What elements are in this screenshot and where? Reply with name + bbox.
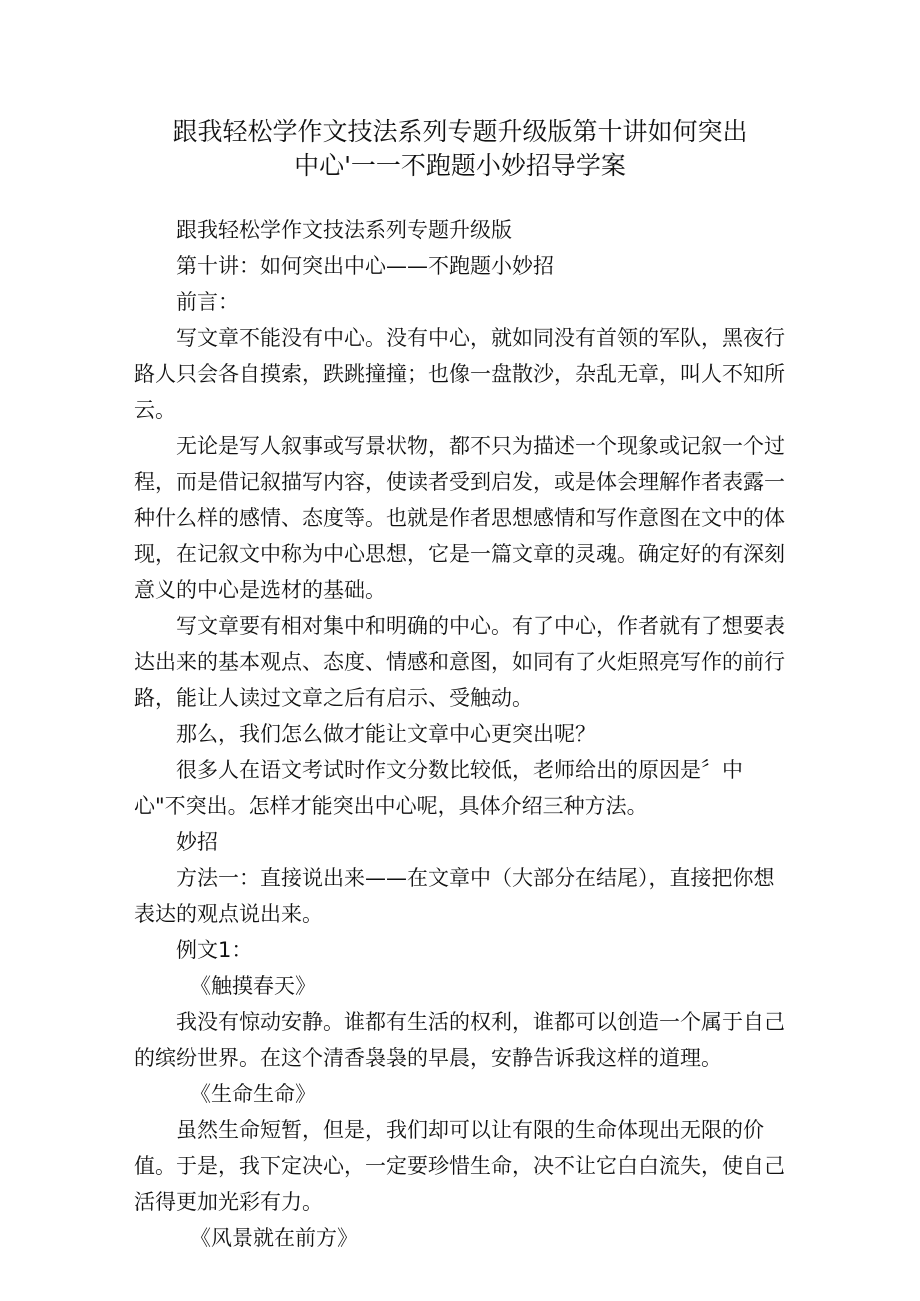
paragraph: 很多人在语文考试时作文分数比较低，老师给出的原因是〞中心"不突出。怎样才能突出中心呢，具体介绍三种方法。	[134, 758, 743, 818]
paragraph: 无论是写人叙事或写景状物，都不只为描述一个现象或记叙一个过程，而是借记叙描写内容，使读者受到启发，或是体会理解作者表露一种什么样的感情、态度等。也就是作者思想感情和写作意图在文中的体现，在记叙文中称为中心思想，它是一篇文章的灵魂。确定好的有深刻意义的中心是选材的基础。	[134, 434, 785, 602]
document-title-line-2: 中心'一一不跑题小妙招导学案	[294, 151, 626, 180]
tips-heading: 妙招	[176, 830, 218, 854]
paragraph: 写文章不能没有中心。没有中心，就如同没有首领的军队，黑夜行路人只会各自摸索，跌跳撞撞；也像一盘散沙，杂乱无章，叫人不知所云。	[134, 326, 785, 422]
paragraph: 写文章要有相对集中和明确的中心。有了中心，作者就有了想要表达出来的基本观点、态度、情感和意图，如同有了火炬照亮写作的前行路，能让人读过文章之后有启示、受触动。	[134, 614, 785, 710]
method-one: 方法一：直接说出来——在文章中（大部分在结尾），直接把你想表达的观点说出来。	[134, 866, 775, 926]
document-body	[134, 212, 794, 1256]
example-title: 《风景就在前方》	[190, 1226, 358, 1250]
example-text: 我没有惊动安静。谁都有生活的权利，谁都可以创造一个属于自己的缤纷世界。在这个清香袅袅的早晨，安静告诉我这样的道理。	[134, 1010, 785, 1070]
document-title-line-1: 跟我轻松学作文技法系列专题升级版第十讲如何突出	[172, 117, 748, 146]
paragraph: 那么，我们怎么做才能让文章中心更突出呢？	[176, 722, 596, 746]
lecture-title: 第十讲：如何突出中心——不跑题小妙招	[176, 254, 554, 278]
example-label: 例文1：	[176, 938, 253, 962]
example-text: 虽然生命短暂，但是，我们却可以让有限的生命体现出无限的价值。于是，我下定决心，一定要珍惜生命，决不让它白白流失，使自己活得更加光彩有力。	[134, 1118, 785, 1214]
preface-heading: 前言：	[176, 290, 239, 314]
example-title: 《生命生命》	[190, 1082, 316, 1106]
series-name: 跟我轻松学作文技法系列专题升级版	[176, 218, 512, 242]
example-title: 《触摸春天》	[190, 974, 316, 998]
